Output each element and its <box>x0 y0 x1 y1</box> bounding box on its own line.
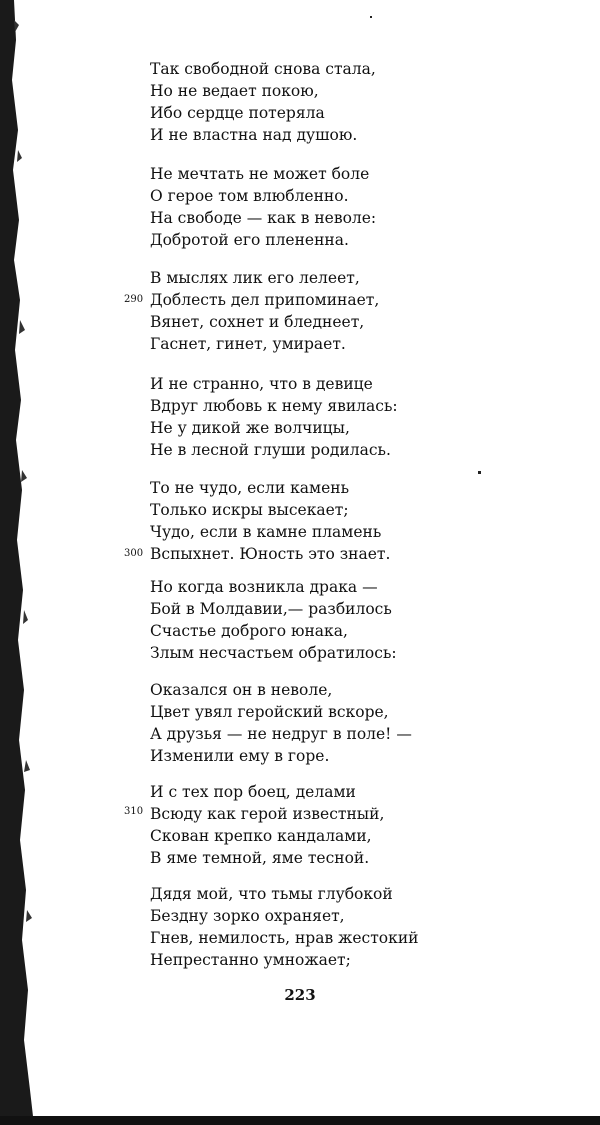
verse-line: И с тех пор боец, делами <box>150 783 356 801</box>
page-number: 223 <box>284 986 316 1004</box>
page-bottom-edge <box>0 1116 600 1125</box>
stanza-2 <box>150 163 450 251</box>
verse-line: И не странно, что в девице <box>150 375 373 393</box>
verse-line: Только искры высекает; <box>150 501 349 519</box>
line-number: 300 <box>124 548 144 559</box>
verse-line: Но не ведает покою, <box>150 82 319 100</box>
verse-line: Но когда возникла драка — <box>150 578 378 596</box>
verse-line: Гнев, немилость, нрав жестокий <box>150 929 419 947</box>
verse-line: Всюду как герой известный, <box>150 805 385 823</box>
verse-line: А друзья — не недруг в поле! — <box>150 725 412 743</box>
verse-line: Счастье доброго юнака, <box>150 622 348 640</box>
ink-speck <box>370 16 372 18</box>
verse-line: Бой в Молдавии,— разбилось <box>150 600 392 618</box>
stanza-7 <box>150 679 450 767</box>
verse-line: Непрестанно умножает; <box>150 951 351 969</box>
verse-line: В мыслях лик его лелеет, <box>150 269 360 287</box>
line-number: 290 <box>124 294 144 305</box>
stanza-1 <box>150 58 450 146</box>
verse-line: В яме темной, яме тесной. <box>150 849 370 867</box>
verse-line: Вспыхнет. Юность это знает. <box>150 545 391 563</box>
verse-line: Не в лесной глуши родилась. <box>150 441 391 459</box>
verse-line: Оказался он в неволе, <box>150 681 333 699</box>
verse-line: Гаснет, гинет, умирает. <box>150 335 346 353</box>
ink-speck <box>478 471 481 474</box>
verse-line: На свободе — как в неволе: <box>150 209 377 227</box>
verse-line: Злым несчастьем обратилось: <box>150 644 397 662</box>
verse-line: Цвет увял геройский вскоре, <box>150 703 389 721</box>
verse-line: Ибо сердце потеряла <box>150 104 325 122</box>
stanza-4 <box>150 373 450 461</box>
verse-line: О герое том влюбленно. <box>150 187 349 205</box>
verse-line: Скован крепко кандалами, <box>150 827 372 845</box>
stanza-6 <box>150 576 450 664</box>
stanza-8 <box>150 781 450 869</box>
scan-edge-shadow <box>0 0 34 1125</box>
verse-line: Не мечтать не может боле <box>150 165 370 183</box>
verse-line: То не чудо, если камень <box>150 479 350 497</box>
stanza-5 <box>150 477 450 565</box>
verse-line: И не властна над душою. <box>150 126 358 144</box>
verse-line: Не у дикой же волчицы, <box>150 419 350 437</box>
verse-line: Добротой его плененна. <box>150 231 349 249</box>
line-number: 310 <box>124 806 144 817</box>
verse-line: Вдруг любовь к нему явилась: <box>150 397 398 415</box>
stanza-9 <box>150 883 450 971</box>
verse-line: Чудо, если в камне пламень <box>150 523 382 541</box>
stanza-3 <box>150 267 450 355</box>
verse-line: Бездну зорко охраняет, <box>150 907 345 925</box>
verse-line: Так свободной снова стала, <box>150 60 376 78</box>
verse-line: Изменили ему в горе. <box>150 747 330 765</box>
verse-line: Дядя мой, что тьмы глубокой <box>150 885 393 903</box>
verse-line: Вянет, сохнет и бледнеет, <box>150 313 365 331</box>
verse-line: Доблесть дел припоминает, <box>150 291 380 309</box>
